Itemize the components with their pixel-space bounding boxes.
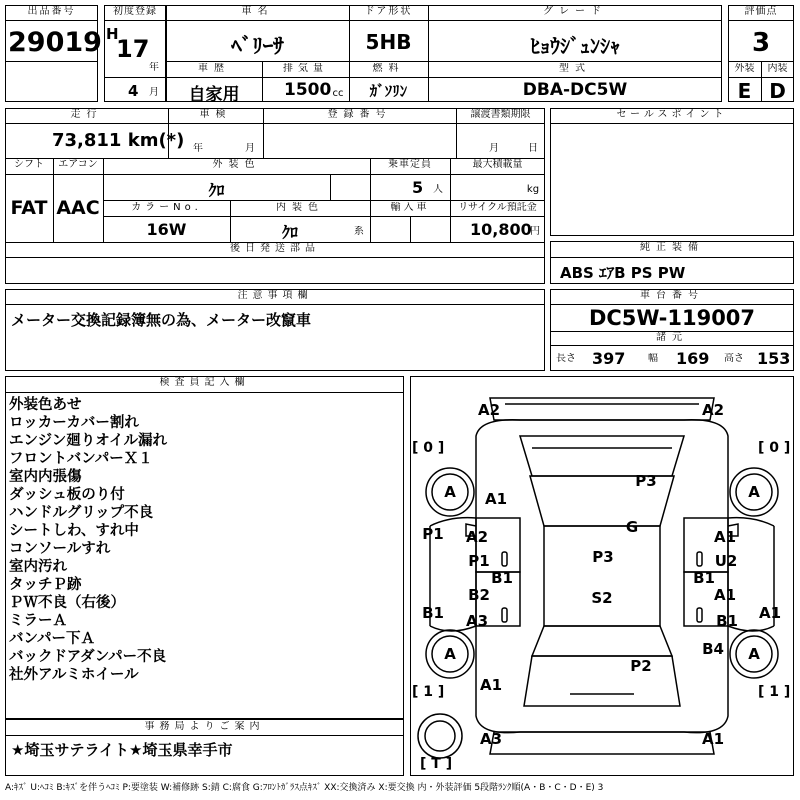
max-load-unit: kg xyxy=(526,184,540,195)
damage-back-door: P2 xyxy=(630,657,652,675)
damage-front-fender-left: A1 xyxy=(484,490,508,508)
mileage: 73,811 km(*) xyxy=(52,130,185,151)
car-name-label: 車名 xyxy=(241,6,274,17)
caution-text: メーター交換記録簿無の為、メーター改竄車 xyxy=(11,311,312,329)
damage-legend: A:ｷｽﾞ U:ﾍｺﾐ B:ｷｽﾞを伴うﾍｺﾐ P:要塗装 W:補修跡 S:錆 C:腐食 G:ﾌﾛﾝﾄｶﾞﾗｽ点ｷｽﾞ XX:交換済み X:要交換 内・外装評価 5段階ﾗﾝｸ順(A・B・C・D・E) 3 xyxy=(5,783,604,793)
damage-rear-door-left-2: A3 xyxy=(465,612,489,630)
capacity-unit: 人 xyxy=(433,184,445,195)
inspector-comment: ミラーＡ xyxy=(9,613,67,629)
inspector-label: 検査員記入欄 xyxy=(159,377,250,388)
damage-hood: P3 xyxy=(635,472,657,490)
damage-rear-door-right: A1 xyxy=(713,586,737,604)
damage-roof: P3 xyxy=(592,548,614,566)
height: 153 xyxy=(757,349,791,368)
inspector-comment: 社外アルミホイール xyxy=(9,667,139,683)
damage-rocker-right: A1 xyxy=(758,604,782,622)
model-code: DBA-DC5W xyxy=(522,80,628,100)
score: 3 xyxy=(751,28,771,58)
sales-points-label: セールスポイント xyxy=(616,109,728,120)
car-name: ﾍﾞﾘｰｻ xyxy=(231,34,284,58)
transfer-day-unit: 日 xyxy=(528,143,540,154)
interior-color-unit: 系 xyxy=(354,226,366,237)
color-number-label: カラーNo. xyxy=(131,202,202,213)
max-load-label: 最大積載量 xyxy=(472,159,523,170)
office-message: ★埼玉サテライト★埼玉県幸手市 xyxy=(11,741,233,759)
shift: FAT xyxy=(10,197,48,219)
later-parts-label: 後日発送部品 xyxy=(230,243,320,254)
damage-rear-roof: S2 xyxy=(591,589,613,607)
chassis-number-label: 車台番号 xyxy=(640,290,704,301)
air-conditioner: AAC xyxy=(56,197,100,219)
registration-year: 17 xyxy=(116,35,150,63)
recycle-fee-label: リサイクル預託金 xyxy=(458,202,537,213)
door-type-label: ドア形状 xyxy=(364,6,413,17)
inspector-comment: 室内内張傷 xyxy=(9,469,82,485)
transfer-deadline-label: 譲渡書類期限 xyxy=(470,109,531,120)
first-registration-label: 初度登録 xyxy=(113,6,157,17)
damage-rear-door-right-2: B1 xyxy=(716,612,738,630)
chassis-number: DC5W-119007 xyxy=(588,306,756,330)
sales-points-box xyxy=(550,108,794,236)
interior-grade-label: 内装 xyxy=(767,63,788,74)
color-number: 16W xyxy=(146,220,187,239)
registration-month: 4 xyxy=(128,82,139,100)
damage-front-door-right-2: U2 xyxy=(714,552,738,570)
inspector-comment: コンソールすれ xyxy=(9,541,111,557)
tire-depth-front-right: [ 0 ] xyxy=(758,440,791,456)
door-type: 5HB xyxy=(365,30,412,54)
damage-pillar-right: B1 xyxy=(693,569,715,587)
fuel-label: 燃料 xyxy=(372,63,405,74)
transfer-month-unit: 月 xyxy=(489,143,501,154)
model-code-label: 型式 xyxy=(559,63,591,74)
damage-rocker-left: P1 xyxy=(422,525,444,543)
lot-number-label: 出品番号 xyxy=(27,6,76,17)
equipment: ABS ｴｱB PS PW xyxy=(560,264,686,282)
width: 169 xyxy=(676,349,710,368)
damage-front-bumper-left: A2 xyxy=(477,401,501,419)
damage-front-door-left: A2 xyxy=(465,528,489,546)
damage-rear-door-left: B2 xyxy=(468,586,490,604)
tire-depth-rear-left: [ 1 ] xyxy=(412,684,445,700)
registration-number-label: 登録番号 xyxy=(327,109,392,120)
lot-number: 29019 xyxy=(8,27,102,58)
height-label: 高さ xyxy=(724,353,744,364)
car-outline-drawing xyxy=(410,376,794,776)
damage-rear-fender-right: B4 xyxy=(702,640,724,658)
displacement: 1500 xyxy=(284,80,332,100)
inspector-comments xyxy=(9,396,167,684)
import-car-label: 輸入車 xyxy=(390,202,430,213)
spare-tire-label: [ T ] xyxy=(420,756,453,772)
inspector-comment: ＰＷ不良（右後） xyxy=(9,595,125,611)
damage-pillar-left: B1 xyxy=(491,569,513,587)
displacement-label: 排気量 xyxy=(283,63,328,74)
inspector-comment: シートしわ、すれ中 xyxy=(9,523,139,539)
month-unit: 月 xyxy=(149,87,161,98)
recycle-fee-unit: 円 xyxy=(530,226,542,237)
fuel: ｶﾞｿﾘﾝ xyxy=(369,82,408,100)
damage-rear-bumper-left: A3 xyxy=(479,730,503,748)
interior-grade: D xyxy=(769,79,786,103)
exterior-grade-label: 外装 xyxy=(734,63,755,74)
inspector-comment: フロントバンパーＸ１ xyxy=(9,451,153,467)
inspector-comment: 室内汚れ xyxy=(9,559,67,575)
exterior-color: ｸﾛ xyxy=(208,181,225,200)
recycle-fee: 10,800 xyxy=(470,220,532,239)
damage-front-door-left-2: P1 xyxy=(468,552,490,570)
history-label: 車歴 xyxy=(198,63,230,74)
damage-rear-fender-left: A1 xyxy=(479,676,503,694)
damage-front-door-right: A1 xyxy=(713,528,737,546)
caution-label: 注意事項欄 xyxy=(237,290,313,301)
interior-color: ｸﾛ xyxy=(281,223,298,242)
inspection-year-unit: 年 xyxy=(193,143,205,154)
shift-label: シフト xyxy=(14,159,44,170)
inspector-comment: 外装色あせ xyxy=(9,397,82,413)
history: 自家用 xyxy=(188,85,240,105)
wheel-code-front-right: A xyxy=(748,483,760,501)
tire-depth-front-left: [ 0 ] xyxy=(412,440,445,456)
length: 397 xyxy=(592,349,626,368)
score-label: 評価点 xyxy=(744,6,778,17)
grade: ﾋｮｳｼﾞｭﾝｼｬ xyxy=(530,34,620,58)
inspector-comment: ダッシュ板のり付 xyxy=(9,487,125,503)
exterior-grade: E xyxy=(737,79,752,103)
inspection-month-unit: 月 xyxy=(245,143,257,154)
capacity-label: 乗車定員 xyxy=(388,159,432,170)
damage-rear-bumper-right: A1 xyxy=(701,730,725,748)
inspector-comment: バックドアダンパー不良 xyxy=(9,649,167,665)
inspector-comment: ロッカーカバー割れ xyxy=(9,415,139,431)
damage-windshield: G xyxy=(625,518,639,536)
office-label: 事務局よりご案内 xyxy=(144,721,265,732)
interior-color-label: 内装色 xyxy=(276,202,324,213)
width-label: 幅 xyxy=(648,353,658,364)
registration-era: H xyxy=(106,25,119,43)
tire-depth-rear-right: [ 1 ] xyxy=(758,684,791,700)
wheel-code-rear-left: A xyxy=(444,645,456,663)
year-unit: 年 xyxy=(149,62,161,73)
displacement-unit: cc xyxy=(332,88,344,99)
damage-front-bumper-right: A2 xyxy=(701,401,725,419)
mileage-label: 走行 xyxy=(70,109,103,120)
grade-label: グレード xyxy=(543,6,607,17)
capacity: 5 xyxy=(412,178,424,197)
wheel-code-front-left: A xyxy=(444,483,456,501)
inspector-comment: エンジン廻りオイル漏れ xyxy=(9,433,168,449)
exterior-color-label: 外装色 xyxy=(212,159,261,170)
equipment-label: 純正装備 xyxy=(640,242,704,253)
inspector-comment: バンパー下Ａ xyxy=(9,631,95,647)
damage-rocker-left-rear: B1 xyxy=(422,604,444,622)
length-label: 長さ xyxy=(556,353,576,364)
inspection-label: 車検 xyxy=(199,109,232,120)
wheel-code-rear-right: A xyxy=(748,645,760,663)
inspector-comment: タッチＰ跡 xyxy=(9,577,82,593)
ac-label: エアコン xyxy=(58,159,98,170)
inspector-comment: ハンドルグリップ不良 xyxy=(9,505,154,521)
specs-label: 諸元 xyxy=(656,332,688,343)
